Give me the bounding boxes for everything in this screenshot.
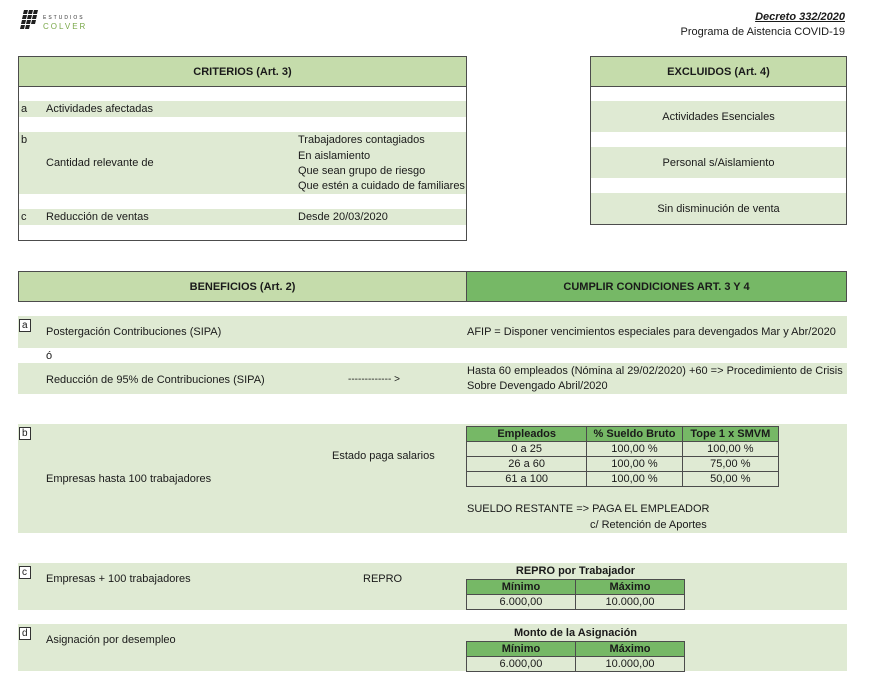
logo-mark-icon (20, 10, 40, 30)
table-cell: 6.000,00 (467, 595, 576, 610)
table-header: Mínimo (467, 642, 576, 657)
table-row (467, 595, 685, 610)
table-cell: 0 a 25 (467, 442, 587, 457)
beneficios-b-letter: b (19, 427, 31, 440)
table-row (467, 472, 779, 487)
repro-table-title: REPRO por Trabajador (515, 565, 636, 577)
cumplir-header: CUMPLIR CONDICIONES ART. 3 Y 4 (466, 271, 847, 302)
table-header: % Sueldo Bruto (587, 427, 682, 442)
beneficios-c-letter: c (19, 566, 31, 579)
table-row (467, 657, 685, 672)
beneficios-a-hasta-1: Hasta 60 empleados (Nómina al 29/02/2020) +60 => Procedimiento de Crisis (467, 365, 843, 377)
table-cell: 75,00 % (682, 457, 778, 472)
criterios-header: CRITERIOS (Art. 3) (18, 56, 467, 87)
table-cell: 26 a 60 (467, 457, 587, 472)
decree-title: Decreto 332/2020 (755, 11, 845, 23)
beneficios-b-estado: Estado paga salarios (332, 450, 435, 462)
beneficios-c-label: Empresas + 100 trabajadores (46, 573, 191, 585)
beneficios-a-or: ó (46, 350, 53, 362)
table-cell: 6.000,00 (467, 657, 576, 672)
criterios-b-letter: b (21, 134, 28, 146)
table-cell: 100,00 % (682, 442, 778, 457)
criterios-c-letter: c (21, 211, 27, 223)
logo-line1: ESTUDIOS (43, 15, 85, 21)
table-header: Máximo (575, 580, 684, 595)
criterios-b-item: Que estén a cuidado de familiares (298, 180, 465, 192)
criterios-c-label: Reducción de ventas (46, 211, 149, 223)
asignacion-table (466, 641, 685, 672)
company-logo (20, 10, 100, 34)
asignacion-table-title: Monto de la Asignación (513, 627, 638, 639)
criterios-b-label: Cantidad relevante de (46, 157, 154, 169)
excluidos-item-label: Actividades Esenciales (662, 110, 775, 123)
table-row (467, 442, 779, 457)
excluidos-item (591, 147, 846, 178)
beneficios-header: BENEFICIOS (Art. 2) (18, 271, 467, 302)
beneficios-a-hasta-2: Sobre Devengado Abril/2020 (467, 380, 608, 392)
beneficios-d-label: Asignación por desempleo (46, 634, 176, 646)
table-header: Máximo (575, 642, 684, 657)
table-row (467, 457, 779, 472)
criterios-b-item: Trabajadores contagiados (298, 134, 425, 146)
beneficios-c-band (18, 563, 847, 610)
salarios-table (466, 426, 779, 487)
beneficios-d-letter: d (19, 627, 31, 640)
beneficios-a-arrow: ------------- > (348, 374, 400, 385)
sueldo-restante: SUELDO RESTANTE => PAGA EL EMPLEADOR (467, 503, 710, 515)
table-cell: 61 a 100 (467, 472, 587, 487)
excluidos-item-label: Personal s/Aislamiento (662, 156, 775, 169)
program-subtitle: Programa de Aistencia COVID-19 (680, 26, 845, 38)
beneficios-a-label1: Postergación Contribuciones (SIPA) (46, 326, 222, 338)
excluidos-item (591, 101, 846, 132)
beneficios-b-label: Empresas hasta 100 trabajadores (46, 473, 212, 485)
repro-table (466, 579, 685, 610)
beneficios-d-band (18, 624, 847, 671)
table-cell: 100,00 % (587, 457, 682, 472)
table-cell: 100,00 % (587, 472, 682, 487)
table-header: Mínimo (467, 580, 576, 595)
excluidos-item (591, 193, 846, 224)
table-cell: 50,00 % (682, 472, 778, 487)
beneficios-a-label2: Reducción de 95% de Contribuciones (SIPA) (46, 374, 265, 386)
criterios-b-item: Que sean grupo de riesgo (298, 165, 426, 177)
retencion-aportes: c/ Retención de Aportes (590, 519, 707, 531)
beneficios-c-repro: REPRO (363, 573, 403, 585)
criterios-c-value: Desde 20/03/2020 (298, 211, 388, 223)
table-cell: 100,00 % (587, 442, 682, 457)
table-header: Tope 1 x SMVM (682, 427, 778, 442)
table-cell: 10.000,00 (575, 595, 684, 610)
table-header: Empleados (467, 427, 587, 442)
criterios-a-letter: a (21, 103, 28, 115)
excluidos-header: EXCLUIDOS (Art. 4) (590, 56, 847, 87)
criterios-b-item: En aislamiento (298, 150, 371, 162)
beneficios-a-afip: AFIP = Disponer vencimientos especiales para devengados Mar y Abr/2020 (467, 326, 836, 338)
excluidos-item-label: Sin disminución de venta (657, 202, 780, 215)
logo-line2: COLVER (43, 22, 88, 31)
criterios-a-label: Actividades afectadas (46, 103, 154, 115)
table-cell: 10.000,00 (575, 657, 684, 672)
beneficios-a-letter: a (19, 319, 31, 332)
